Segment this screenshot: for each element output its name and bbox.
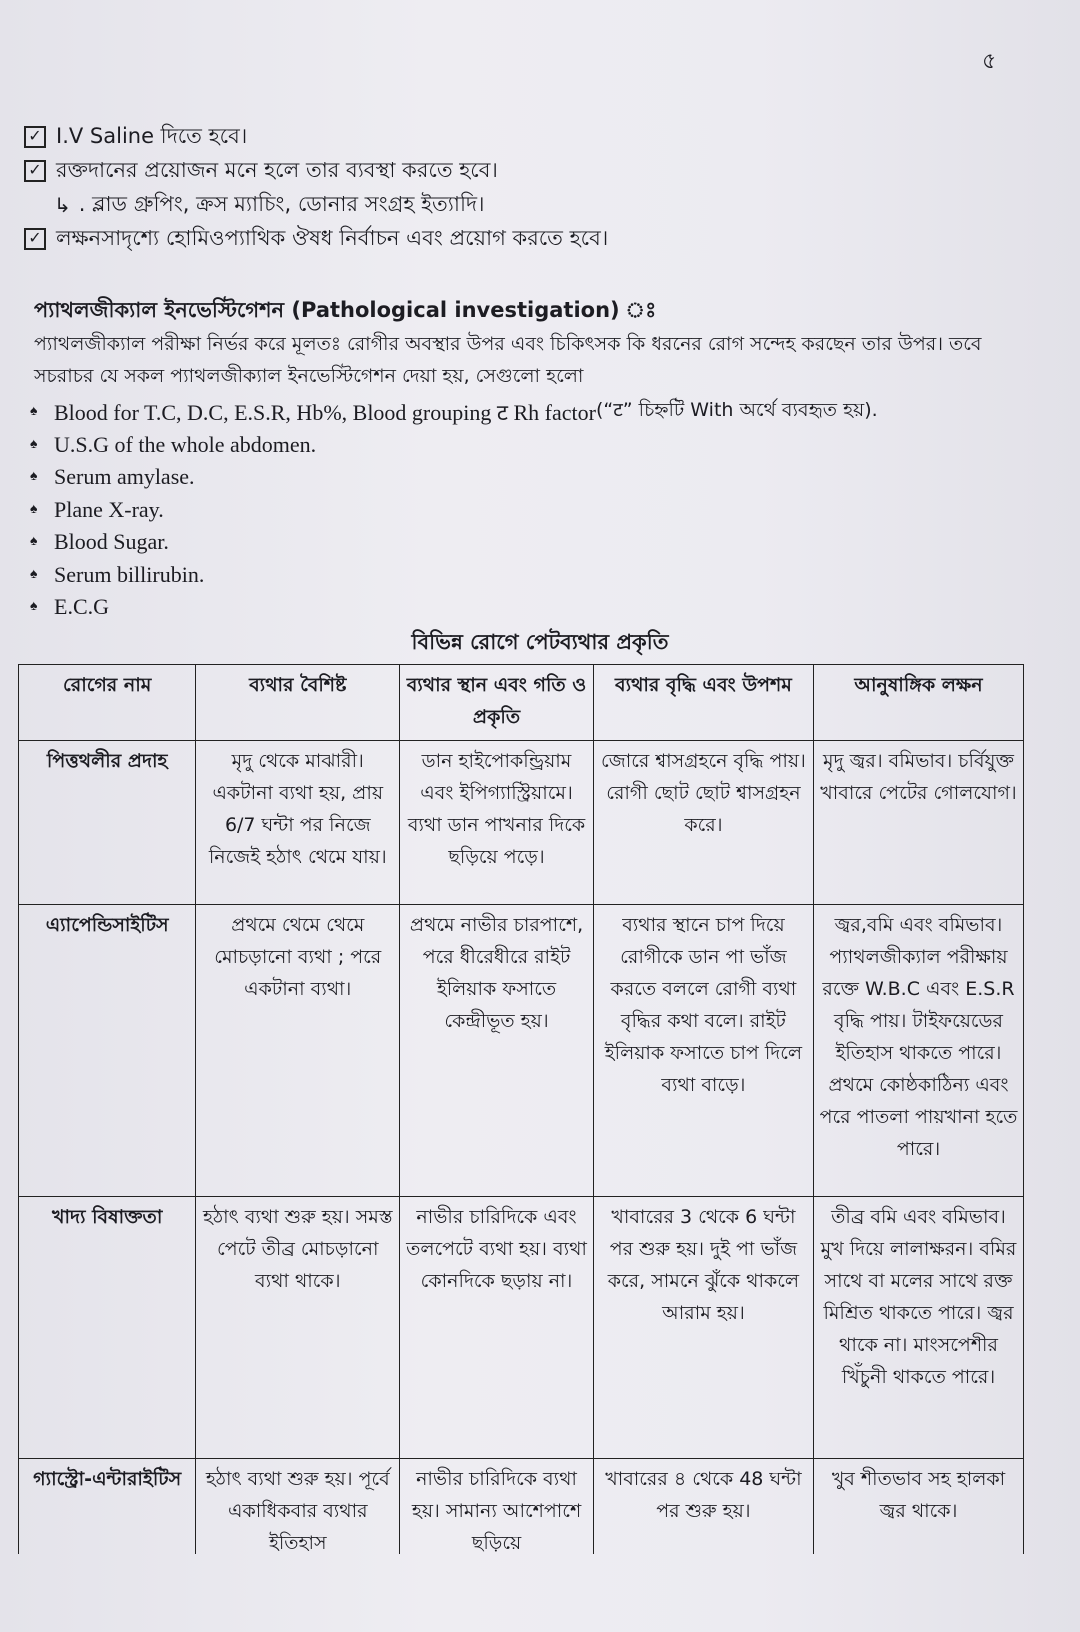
checklist-subitem — [24, 188, 1054, 222]
investigation-item — [30, 429, 1050, 462]
section-heading: প্যাথলজীক্যাল ইনভেস্টিগেশন (Pathological investigation) ঃ — [34, 298, 657, 322]
table-cell: প্রথমে নাভীর চারপাশে, পরে ধীরেধীরে রাইট ইলিয়াক ফসাতে কেন্দ্রীভূত হয়। — [400, 905, 594, 1197]
checklist-item — [24, 222, 1054, 256]
bullet-icon: ♠ — [30, 436, 38, 452]
checklist — [24, 120, 1054, 256]
table-row — [19, 1197, 1024, 1459]
checklist-text: I.V Saline দিতে হবে। — [56, 123, 248, 148]
checkbox-icon: ✓ — [24, 126, 46, 148]
arrow-icon: ↳ — [54, 193, 71, 217]
checklist-item — [24, 120, 1054, 154]
table-cell: ব্যথার স্থানে চাপ দিয়ে রোগীকে ডান পা ভাঁজ করতে বললে রোগী ব্যথা বৃদ্ধির কথা বলে। রাইট ইলিয়াক ফসাতে চাপ দিলে ব্যথা বাড়ে। — [593, 905, 813, 1197]
investigation-text: Plane X-ray. — [54, 496, 164, 522]
investigation-text: Serum billirubin. — [54, 561, 205, 587]
investigation-list — [30, 396, 1050, 624]
table-cell: নাভীর চারিদিকে ব্যথা হয়। সামান্য আশেপাশে ছড়িয়ে — [400, 1459, 594, 1555]
investigation-item — [30, 559, 1050, 592]
investigation-item — [30, 591, 1050, 624]
disease-name-cell: পিত্তথলীর প্রদাহ — [19, 741, 196, 905]
investigation-text: Blood Sugar. — [54, 529, 169, 555]
table-row — [19, 741, 1024, 905]
abdominal-pain-table — [18, 664, 1024, 1554]
bullet-icon: ♠ — [30, 566, 38, 582]
investigation-text: Serum amylase. — [54, 464, 195, 490]
table-cell: খাবারের ৪ থেকে 48 ঘন্টা পর শুরু হয়। — [593, 1459, 813, 1555]
section-paragraph: প্যাথলজীক্যাল পরীক্ষা নির্ভর করে মূলতঃ রোগীর অবস্থার উপর এবং চিকিৎসক কি ধরনের রোগ সন্দেহ করছেন তার উপর। তবে সচরাচর যে সকল প্যাথলজীক্যাল ইনভেস্টিগেশন দেয়া হয়, সেগুলো হলো — [34, 333, 982, 387]
column-header: রোগের নাম — [19, 665, 196, 741]
table-cell: প্রথমে থেমে থেমে মোচড়ানো ব্যথা ; পরে একটানা ব্যথা। — [196, 905, 400, 1197]
bullet-icon: ♠ — [30, 404, 38, 420]
table-cell: ডান হাইপোকন্ড্রিয়াম এবং ইপিগ্যাস্ট্রিয়ামে। ব্যথা ডান পাখনার দিকে ছড়িয়ে পড়ে। — [400, 741, 594, 905]
disease-name-cell: গ্যাস্ট্রো-এন্টারাইটিস — [19, 1459, 196, 1555]
table-cell: হঠাৎ ব্যথা শুরু হয়। পূর্বে একাধিকবার ব্যথার ইতিহাস — [196, 1459, 400, 1555]
bullet-icon: ♠ — [30, 501, 38, 517]
column-header: ব্যথার বৈশিষ্ট — [196, 665, 400, 741]
checkbox-icon: ✓ — [24, 228, 46, 250]
checklist-text: রক্তদানের প্রয়োজন মনে হলে তার ব্যবস্থা করতে হবে। — [56, 157, 498, 182]
table-cell: মৃদু জ্বর। বমিভাব। চর্বিযুক্ত খাবারে পেটের গোলযোগ। — [814, 741, 1024, 905]
table-cell: হঠাৎ ব্যথা শুরু হয়। সমস্ত পেটে তীব্র মোচড়ানো ব্যথা থাকে। — [196, 1197, 400, 1459]
bullet-icon: ♠ — [30, 469, 38, 485]
investigation-note: (“ट” চিহ্নটি With অর্থে ব্যবহৃত হয়). — [595, 399, 878, 422]
investigation-item — [30, 526, 1050, 559]
investigation-item — [30, 461, 1050, 494]
page-number: ৫ — [982, 49, 997, 74]
disease-name-cell: এ্যাপেন্ডিসাইটিস — [19, 905, 196, 1197]
checklist-item — [24, 154, 1054, 188]
table-row — [19, 905, 1024, 1197]
checklist-text: লক্ষনসাদৃশ্যে হোমিওপ্যাথিক ঔষধ নির্বাচন এবং প্রয়োগ করতে হবে। — [56, 225, 609, 250]
table-row — [19, 1459, 1024, 1555]
bullet-icon: ♠ — [30, 599, 38, 615]
investigation-item — [30, 396, 1050, 429]
table-title: বিভিন্ন রোগে পেটব্যথার প্রকৃতি — [411, 630, 669, 654]
investigation-text: E.C.G — [54, 594, 109, 620]
investigation-item — [30, 494, 1050, 527]
column-header: ব্যথার বৃদ্ধি এবং উপশম — [593, 665, 813, 741]
table-header-row — [19, 665, 1024, 741]
table-cell: নাভীর চারিদিকে এবং তলপেটে ব্যথা হয়। ব্যথা কোনদিকে ছড়ায় না। — [400, 1197, 594, 1459]
column-header: আনুষাঙ্গিক লক্ষন — [814, 665, 1024, 741]
table-container — [18, 664, 1028, 1554]
table-cell: মৃদু থেকে মাঝারী। একটানা ব্যথা হয়, প্রায় 6/7 ঘন্টা পর নিজে নিজেই হঠাৎ থেমে যায়। — [196, 741, 400, 905]
investigation-text: Blood for T.C, D.C, E.S.R, Hb%, Blood grouping ट Rh factor — [54, 400, 596, 426]
investigation-text: U.S.G of the whole abdomen. — [54, 431, 317, 457]
table-cell: তীব্র বমি এবং বমিভাব। মুখ দিয়ে লালাক্ষরন। বমির সাথে বা মলের সাথে রক্ত মিশ্রিত থাকতে পারে। জ্বর থাকে না। মাংসপেশীর খিঁচুনী থাকতে পারে। — [814, 1197, 1024, 1459]
checklist-subtext: . ব্লাড গ্রুপিং, ক্রস ম্যাচিং, ডোনার সংগ্রহ ইত্যাদি। — [78, 191, 485, 216]
checkbox-icon: ✓ — [24, 160, 46, 182]
column-header: ব্যথার স্থান এবং গতি ও প্রকৃতি — [400, 665, 594, 741]
bullet-icon: ♠ — [30, 534, 38, 550]
table-cell: জ্বর,বমি এবং বমিভাব। প্যাথলজীক্যাল পরীক্ষায় রক্তে W.B.C এবং E.S.R বৃদ্ধি পায়। টাইফয়েডের ইতিহাস থাকতে পারে। প্রথমে কোষ্ঠকাঠিন্য এবং পরে পাতলা পায়খানা হতে পারে। — [814, 905, 1024, 1197]
disease-name-cell: খাদ্য বিষাক্ততা — [19, 1197, 196, 1459]
table-cell: জোরে শ্বাসগ্রহনে বৃদ্ধি পায়। রোগী ছোট ছোট শ্বাসগ্রহন করে। — [593, 741, 813, 905]
table-cell: খুব শীতভাব সহ হালকা জ্বর থাকে। — [814, 1459, 1024, 1555]
table-cell: খাবারের 3 থেকে 6 ঘন্টা পর শুরু হয়। দুই পা ভাঁজ করে, সামনে ঝুঁকে থাকলে আরাম হয়। — [593, 1197, 813, 1459]
